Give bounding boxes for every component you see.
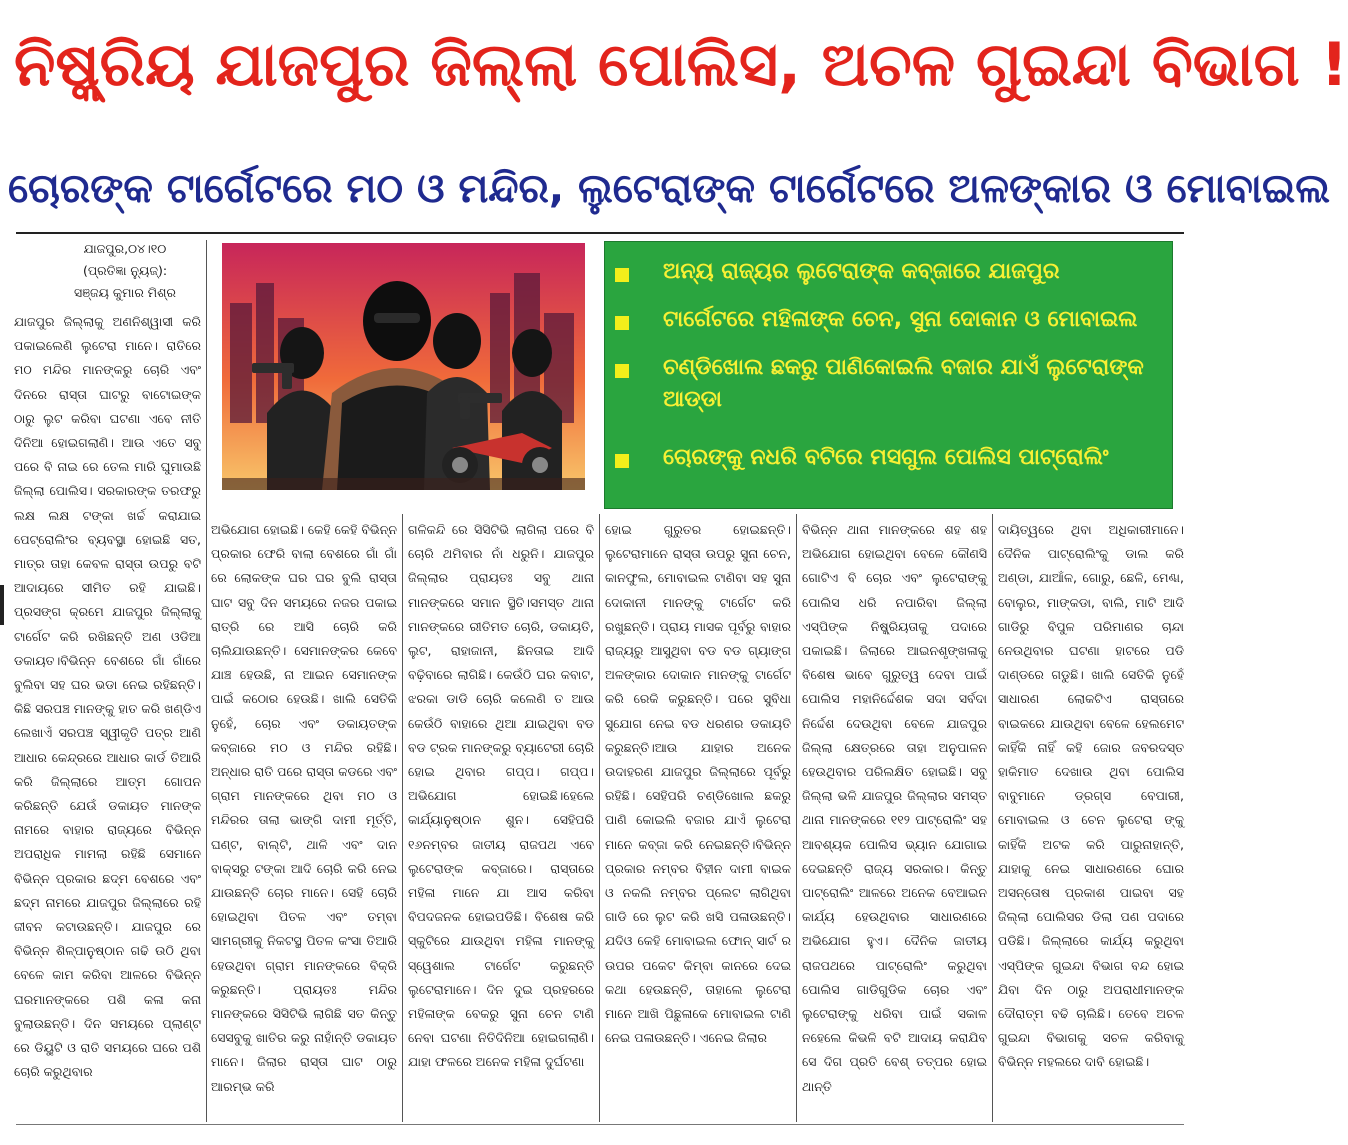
highlight-text: ଚଣ୍ଡିଖୋଲ ଛକରୁ ପାଣିକୋଇଲି ବଜାର ଯାଏଁ ଲୁଟେରାଙ୍କ ଆଡ୍ଡା: [663, 355, 1144, 412]
subheadline: ଚୋରଙ୍କ ଟାର୍ଗେଟରେ ମଠ ଓ ମନ୍ଦିର, ଲୁଟେରାଙ୍କ ଟାର୍ଗେଟରେ ଅଳଙ୍କାର ଓ ମୋବାଇଲ: [8, 166, 1331, 212]
article-text: ହୋଇ ଗୁରୁତର ହୋଇଛନ୍ତି। ଲୁଟେରାମାନେ ରାସ୍ତା ଉପରୁ ସୁନା ଚେନ, କାନଫୁଲ, ମୋବାଇଲ ଟାଣିବା ସହ ସୁନା ଦୋକାନୀ ମାନଙ୍କୁ ଟାର୍ଗେଟ କରି ରଖୁଛନ୍ତି। ପ୍ରାୟ ମାସକ ପୂର୍ବରୁ ବାହାର ରାଜ୍ୟରୁ ଆସୁଥିବା ବଡ ବଡ ଗ୍ୟାଙ୍ଗ ଅଳଙ୍କାର ଦୋକାନ ମାନଙ୍କୁ ଟାର୍ଗେଟ କରି ରେକି କରୁଛନ୍ତି। ପରେ ସୁବିଧା ସୁଯୋଗ ନେଇ ବଡ ଧରଣର ଡକାୟତି କରୁଛନ୍ତି।ଆଉ ଯାହାର ଅନେକ ଉଦାହରଣ ଯାଜପୁର ଜିଲ୍ଲାରେ ପୂର୍ବରୁ ରହିଛି। ସେହିପରି ଚଣ୍ଡିଖୋଲ ଛକରୁ ପାଣି କୋଇଲି ବଜାର ଯାଏଁ ଲୁଟେରା ମାନେ କବ୍ଜା କରି ନେଇଛନ୍ତି।ବିଭିନ୍ନ ପ୍ରକାର ନମ୍ବର ବିହୀନ ଦାମୀ ବାଇକ ଓ ନକଲି ନମ୍ବର ପ୍ଲେଟ ଲାଗିଥିବା ଗାଡି ରେ ଲୁଟ କରି ଖସି ପଳାଉଛନ୍ତି। ଯଦିଓ କେହି ମୋବାଇଲ ଫୋନ୍ ସାର୍ଟ ର ଉପର ପକେଟ କିମ୍ବା କାନରେ ଦେଇ କଥା ହେଉଛନ୍ତି, ତାହାଲେ ଲୁଟେରା ମାନେ ଆଖି ପିଛୁଳାକେ ମୋବାଇଲ ଟାଣି ନେଇ ପଳାଉଛନ୍ତି। ଏନେଇ ଜିଲାର: [605, 522, 791, 1046]
author-name: ସଞ୍ଜୟ କୁମାର ମିଶ୍ର: [74, 285, 176, 300]
column-divider: [992, 514, 993, 1122]
highlight-item: [605, 252, 1172, 292]
article-text: ଦାୟିତ୍ୱରେ ଥିବା ଅଧିକାରୀମାନେ। ଦୈନିକ ପାଟ୍ରୋଲିଂକୁ ଡାଲ କରି ଅଣ୍ଡା, ଯାଆଁଳ, ଗୋରୁ, ଛେଳି, ମେଣ୍ଢା, ବୋଲୁର, ମାଙ୍କଡା, ବାଲି, ମାଟି ଆଦି ଗାଡିରୁ ବିପୁଳ ପରିମାଣର ଚାନ୍ଦା ନେଉଥିବାର ଘଟଣା ହାଟରେ ପଡି ଦାଣ୍ଡରେ ଗଡୁଛି। ଖାଲି ସେତିକି ନୁହେଁ ସାଧାରଣ ଲୋକଟିଏ ରାସ୍ତାରେ ବାଇକରେ ଯାଉଥିବା ବେଳେ ହେଲମେଟ କାହିଁକି ନାହିଁ କହି ଜୋର ଜବରଦସ୍ତ ହାକିମାତ ଦେଖାଉ ଥିବା ପୋଲିସ ବାବୁମାନେ ଡ୍ରଗ୍ସ ବେପାରୀ, ମୋବାଇଲ ଓ ଚେନ ଲୁଟେରା ଙ୍କୁ କାହିଁକି ଅଟକ କରି ପାରୁନାହାନ୍ତି, ଯାହାକୁ ନେଇ ସାଧାରଣରେ ଘୋର ଅସନ୍ତୋଷ ପ୍ରକାଶ ପାଇବା ସହ ଜିଲ୍ଲା ପୋଲିସର ଡିଲା ପଣ ପଦାରେ ପଡିଛି। ଜିଲ୍ଲାରେ କାର୍ଯ୍ୟ କରୁଥିବା ଏସ୍ପିଙ୍କ ଗୁଇନ୍ଦା ବିଭାଗ ବନ୍ଦ ହୋଇ ଯିବା ଦିନ ଠାରୁ ଅପରାଧୀମାନଙ୍କ ଦୌରାତ୍ମ ବଢି ଚାଲିଛି। ତେବେ ଅଚଳ ଗୁଇନ୍ଦା ବିଭାଗକୁ ସଚଳ କରିବାକୁ ବିଭିନ୍ନ ମହଲରେ ଦାବି ହୋଇଛି।: [998, 522, 1184, 1070]
square-bullet-icon: [615, 268, 629, 282]
article-text: ଯାଜପୁର ଜିଲ୍ଲାକୁ ଅଣନିଶ୍ୱାସୀ କରି ପକାଇଲେଣି ଲୁଟେରା ମାନେ। ରାତିରେ ମଠ ମନ୍ଦିର ମାନଙ୍କରୁ ଚୋରି ଏବଂ ଦିନରେ ରାସ୍ତା ଘାଟରୁ ବାଟୋଇଙ୍କ ଠାରୁ ଲୁଟ କରିବା ଘଟଣା ଏବେ ନୀତି ଦିନିଆ ହୋଇଗଲାଣି। ଆଉ ଏତେ ସବୁ ପରେ ବି ନାଇ ରେ ତେଲ ମାରି ଘୁମାଉଛି ଜିଲ୍ଲା ପୋଲିସ। ସରକାରଙ୍କ ତରଫରୁ ଲକ୍ଷ ଲକ୍ଷ ଟଙ୍କା ଖର୍ଚ୍ଚ କରାଯାଇ ପେଟ୍ରୋଲିଂର ବ୍ୟବସ୍ଥା ହୋଇଛି ସତ, ମାତ୍ର ତାହା କେବଳ ରାସ୍ତା ଉପରୁ ବଟି ଆଦାୟରେ ସୀମିତ ରହି ଯାଇଛି। ପ୍ରସଙ୍ଗ କ୍ରମେ ଯାଜପୁର ଜିଲ୍ଲାକୁ ଟାର୍ଗେଟ କରି ରଖିଛନ୍ତି ଅଣ ଓଡିଆ ଡକାୟତ।ବିଭିନ୍ନ ବେଶରେ ଗାଁ ଗାଁରେ ବୁଲିବା ସହ ଘର ଭଡା ନେଇ ରହିଛନ୍ତି।କିଛି ସରପଞ୍ଚ ମାନଙ୍କୁ ହାତ କରି ଖଣ୍ଡିଏ ଲେଖାଏଁ ସରପଞ୍ଚ ସ୍ୱୀକୃତି ପତ୍ର ଆଣି ଆଧାର କେନ୍ଦ୍ରରେ ଆଧାର କାର୍ଡ ତିଆରି କରି ଜିଲ୍ଲାରେ ଆତ୍ମ ଗୋପନ କରିଛନ୍ତି ଯେଉଁ ଡକାୟତ ମାନଙ୍କ ନାମରେ ବାହାର ରାଜ୍ୟରେ ବିଭିନ୍ନ ଅପରାଧିକ ମାମଲା ରହିଛି ସେମାନେ ବିଭିନ୍ନ ପ୍ରକାର ଛଦ୍ମ ବେଶରେ ଏବଂ ଛଦ୍ମ ନାମରେ ଯାଜପୁର ଜିଲ୍ଲାରେ ରହି ଜୀବନ କଟାଉଛନ୍ତି। ଯାଜପୁର ରେ ବିଭିନ୍ନ ଶିଳ୍ପାନୁଷ୍ଠାନ ଗଢି ଉଠି ଥିବା ବେଳେ କାମ କରିବା ଆଳରେ ବିଭିନ୍ନ ଘରମାନଙ୍କରେ ପଶି କଳା କନା ବୁଲାଉଛନ୍ତି। ଦିନ ସମୟରେ ପ୍ଲାଣ୍ଟ ରେ ଡିୟୁଟି ଓ ରାତି ସମୟରେ ଘରେ ପଶି ଚୋରି କରୁଥିବାର: [14, 314, 201, 1080]
bottom-divider: [16, 1124, 1184, 1125]
margin-marker: [0, 585, 4, 625]
column-divider: [402, 514, 403, 1122]
dateline: [50, 238, 200, 304]
column-divider: [796, 514, 797, 1122]
highlight-text: ଅନ୍ୟ ରାଜ୍ୟର ଲୁଟେରାଙ୍କ କବ୍ଜାରେ ଯାଜପୁର: [663, 259, 1060, 284]
article-column-6: [998, 518, 1184, 1122]
square-bullet-icon: [615, 364, 629, 378]
article-column-5: [802, 518, 987, 1122]
highlight-text: ଚୋରଙ୍କୁ ନଧରି ବଟିରେ ମସଗୁଲ ପୋଲିସ ପାଟ୍ରୋଲିଂ: [663, 445, 1109, 470]
article-column-4: [605, 518, 791, 1122]
top-divider: [16, 232, 1184, 234]
robbers-illustration: [222, 243, 585, 490]
highlight-item: [605, 438, 1172, 478]
column-divider: [206, 240, 207, 1122]
highlight-text: ଟାର୍ଗେଟରେ ମହିଳାଙ୍କ ଚେନ, ସୁନା ଦୋକାନ ଓ ମୋବାଇଲ: [663, 307, 1138, 332]
square-bullet-icon: [615, 454, 629, 468]
column-divider: [599, 514, 600, 1122]
article-column-3: [408, 518, 594, 1122]
article-column-1: [14, 310, 201, 1122]
place-date: ଯାଜପୁର,୦୪।୧୦: [83, 241, 167, 256]
highlight-item: [605, 300, 1172, 340]
headline: ନିଷ୍କ୍ରିୟ ଯାଜପୁର ଜିଲ୍ଲା ପୋଲିସ, ଅଚଳ ଗୁଇନ୍ଦା ବିଭାଗ !: [14, 30, 1348, 100]
article-text: ଅଭିଯୋଗ ହୋଇଛି। କେହି କେହି ବିଭିନ୍ନ ପ୍ରକାର ଫେରି ବାଲା ବେଶରେ ଗାଁ ଗାଁ ରେ ଲୋକଙ୍କ ଘର ଘର ବୁଲି ରାସ୍ତା ଘାଟ ସବୁ ଦିନ ସମୟରେ ନଜର ପକାଇ ରାତ୍ରି ରେ ଆସି ଚୋରି କରି ଚାଲିଯାଉଛନ୍ତି। ସେମାନଙ୍କର କେବେ ଯାଞ୍ଚ ହେଉଛି, ନା ଆଇନ ସେମାନଙ୍କ ପାଇଁ କଠୋର ହେଉଛି। ଖାଲି ସେତିକି ନୁହେଁ, ଚୋର ଏବଂ ଡକାୟତଙ୍କ କବ୍ଜାରେ ମଠ ଓ ମନ୍ଦିର ରହିଛି। ଅନ୍ଧାର ରାତି ପରେ ରାସ୍ତା କଡରେ ଏବଂ ଗ୍ରାମ ମାନଙ୍କରେ ଥିବା ମଠ ଓ ମନ୍ଦିରର ତାଲା ଭାଙ୍ଗି ଦାମୀ ମୂର୍ତ୍ତି, ଘଣ୍ଟ, ବାଲ୍ଟି, ଥାଳି ଏବଂ ଦାନ ବାକ୍ସରୁ ଟଙ୍କା ଆଦି ଚୋରି କରି ନେଇ ଯାଉଛନ୍ତି ଚୋର ମାନେ। ସେହି ଚୋରି ହୋଇଥିବା ପିତଳ ଏବଂ ତମ୍ବା ସାମଗ୍ରୀକୁ ନିକଟସ୍ଥ ପିତଳ କଂସା ତିଆରି ହେଉଥିବା ଗ୍ରାମ ମାନଙ୍କରେ ବିକ୍ରି କରୁଛନ୍ତି। ପ୍ରାୟତଃ ମନ୍ଦିର ମାନଙ୍କରେ ସିସିଟିଭି ଲାଗିଛି ସତ କିନ୍ତୁ ସେସବୁକୁ ଖାତିର କରୁ ନାହାଁନ୍ତି ଡକାୟତ ମାନେ। ଜିଲାର ରାସ୍ତା ଘାଟ ଠାରୁ ଆରମ୍ଭ କରି: [211, 522, 397, 1094]
square-bullet-icon: [615, 316, 629, 330]
article-text: ବିଭିନ୍ନ ଥାନା ମାନଙ୍କରେ ଶହ ଶହ ଅଭିଯୋଗ ହୋଇଥିବା ବେଳେ କୌଣସି ଗୋଟିଏ ବି ଚୋର ଏବଂ ଲୁଟେରାଙ୍କୁ ପୋଲିସ ଧରି ନପାରିବା ଜିଲ୍ଲା ଏସ୍ପିଙ୍କ ନିଷ୍କ୍ରିୟତାକୁ ପଦାରେ ପକାଇଛି। ଜିଲାରେ ଆଇନଶୃଙ୍ଖଳାକୁ ବିଶେଷ ଭାବେ ଗୁରୁତ୍ୱ ଦେବା ପାଇଁ ପୋଲିସ ମହାନିର୍ଦ୍ଦେଶକ ସଦା ସର୍ବଦା ନିର୍ଦ୍ଦେଶ ଦେଉଥିବା ବେଳେ ଯାଜପୁର ଜିଲ୍ଲା କ୍ଷେତ୍ରରେ ତାହା ଅନୁପାଳନ ହେଉଥିବାର ପରିଲକ୍ଷିତ ହୋଇଛି। ସବୁ ଜିଲ୍ଲା ଭଳି ଯାଜପୁର ଜିଲ୍ଲାର ସମସ୍ତ ଥାନା ମାନଙ୍କରେ ୧୧୨ ପାଟ୍ରୋଲିଂ ସହ ଆବଶ୍ୟକ ପୋଲିସ ଭ୍ୟାନ ଯୋଗାଇ ଦେଇଛନ୍ତି ରାଜ୍ୟ ସରକାର। କିନ୍ତୁ ପାଟ୍ରୋଲିଂ ଆଳରେ ଅନେକ ବେଆଇନ କାର୍ଯ୍ୟ ହେଉଥିବାର ସାଧାରଣରେ ଅଭିଯୋଗ ହୁଏ। ଦୈନିକ ଜାତୀୟ ରାଜପଥରେ ପାଟ୍ରୋଲିଂ କରୁଥିବା ପୋଲିସ ଗାଡିଗୁଡିକ ଚୋର ଏବଂ ଲୁଟେରାଙ୍କୁ ଧରିବା ପାଇଁ ସକାଳ ନହେଲେ କିଭଳି ବଟି ଆଦାୟ କରାଯିବ ସେ ଦିଗ ପ୍ରତି ବେଶ୍ ତତ୍ପର ହୋଇ ଥାନ୍ତି: [802, 522, 987, 1094]
article-text: ଗଳିକନ୍ଦି ରେ ସିସିଟିଭି ଲାଗିଲା ପରେ ବି ଚୋରି ଥମିବାର ନାଁ ଧରୁନି। ଯାଜପୁର ଜିଲ୍ଲାର ପ୍ରାୟତଃ ସବୁ ଥାନା ମାନଙ୍କରେ ସମାନ ସ୍ଥିତି।ସମସ୍ତ ଥାନା ମାନଙ୍କରେ ରୀତିମତ ଚୋରି, ଡକାୟତି, ଲୁଟ, ରାହାଜାନୀ, ଛିନତାଇ ଆଦି ବଢ଼ିବାରେ ଲାଗିଛି। କେଉଁଠି ଘର କବାଟ, ଝରକା ଡାଡି ଚୋରି କଲେଣି ତ ଆଉ କେଉଁଠି ବାହାରେ ଥିଆ ଯାଇଥିବା ବଡ ବଡ ଟ୍ରକ ମାନଙ୍କରୁ ବ୍ୟାଟେରୀ ଚୋରି ହୋଇ ଥିବାର ଗପ୍ପ। ଗପ୍ପ। ଅଭିଯୋଗ ହୋଇଛି।ହେଲେ କାର୍ଯ୍ୟାନୁଷ୍ଠାନ ଶୁନ। ସେହିପରି ୧୬ନମ୍ବର ଜାତୀୟ ରାଜପଥ ଏବେ ଲୁଟେରାଙ୍କ କବ୍ଜାରେ। ରାସ୍ତାରେ ମହିଳା ମାନେ ଯା ଆସ କରିବା ବିପଦଜନକ ହୋଇପଡିଛି। ବିଶେଷ କରି ସ୍କୁଟିରେ ଯାଉଥିବା ମହିଳା ମାନଙ୍କୁ ସ୍ୱେଶାଲ ଟାର୍ଗେଟ କରୁଛନ୍ତି ଲୁଟେରାମାନେ। ଦିନ ଦୁଇ ପ୍ରହରରେ ମହିଳାଙ୍କ ବେକରୁ ସୁନା ଚେନ ଟାଣି ନେବା ଘଟଣା ନିତିଦିନିଆ ହୋଇଗଲାଣି। ଯାହା ଫଳରେ ଅନେକ ମହିଳା ଦୁର୍ଘଟଣା: [408, 522, 594, 1070]
article-column-2: [211, 518, 397, 1122]
highlight-item: [605, 348, 1172, 422]
highlights-box: [604, 241, 1173, 509]
news-agency: (ପ୍ରତିଜ୍ଞା ନ୍ୟୁଜ୍):: [82, 263, 168, 278]
